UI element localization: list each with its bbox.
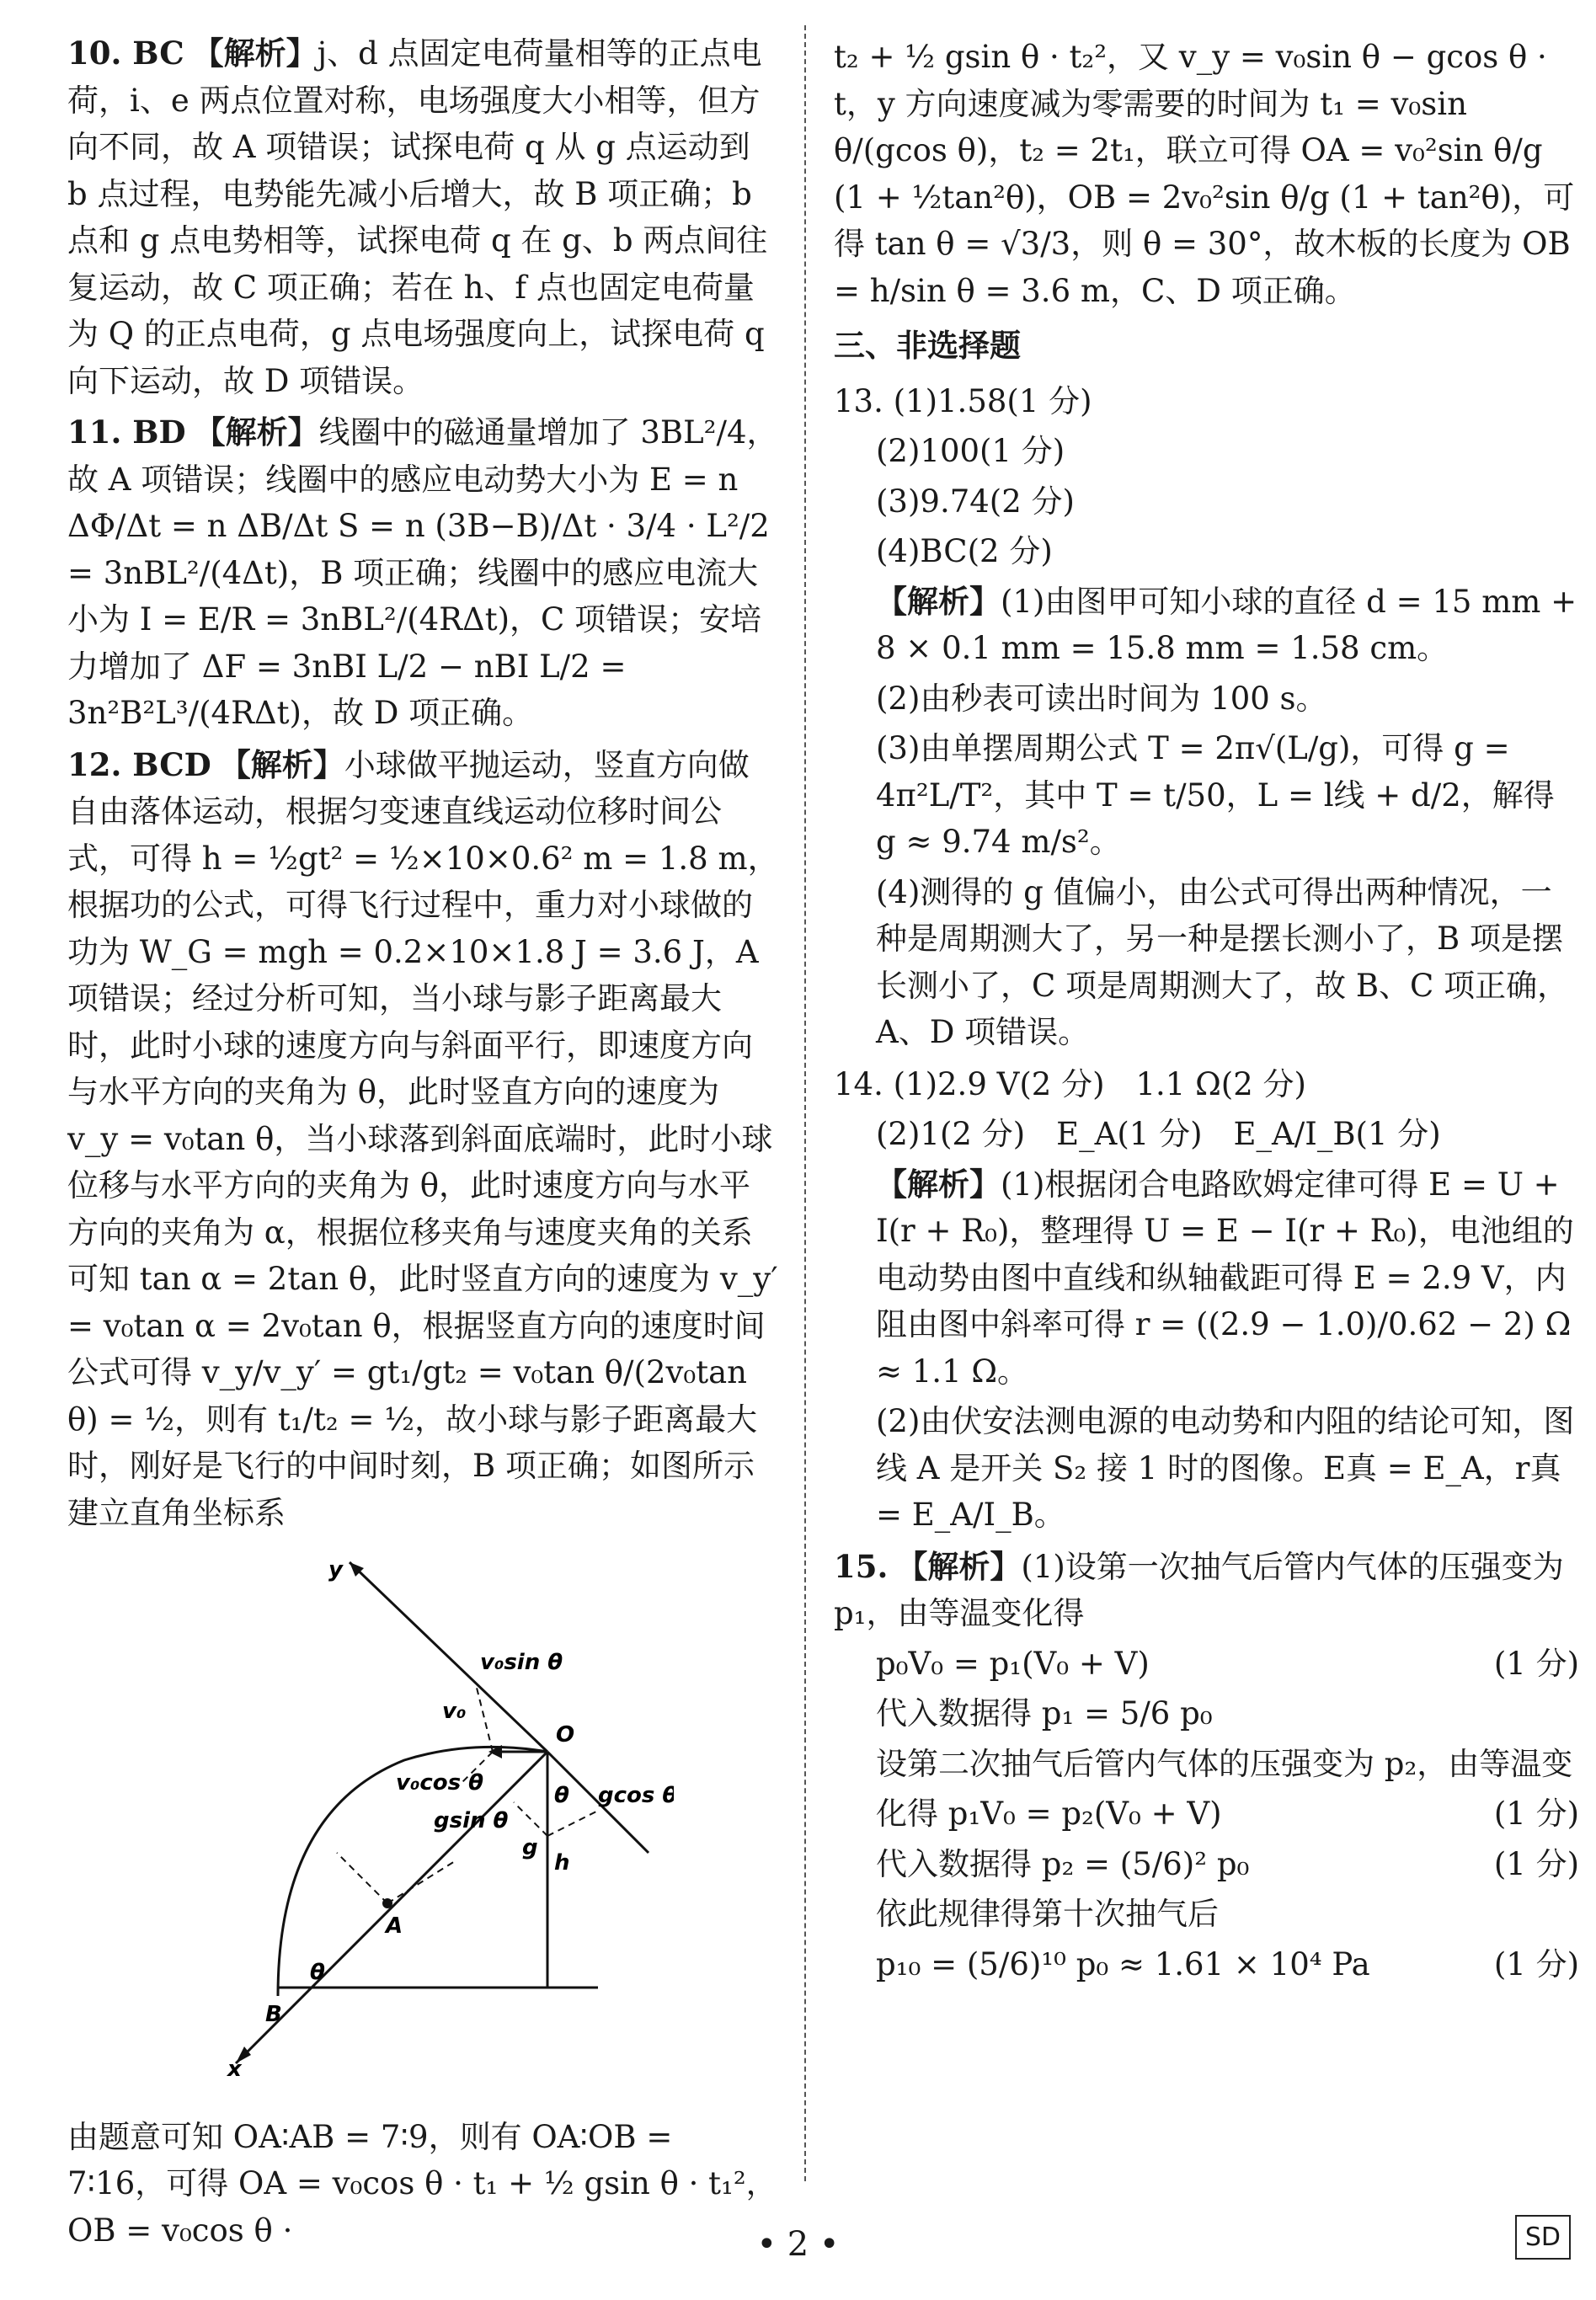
q14-answer-2: (2)1(2 分) E_A(1 分) E_A/I_B(1 分) xyxy=(876,1116,1441,1152)
q13-answer-3: (3)9.74(2 分) xyxy=(876,483,1075,520)
q13-explain-1 xyxy=(834,579,1579,672)
label-theta-bottom: θ xyxy=(310,1960,325,1985)
q15-line-2: 代入数据得 p₁ = 5/6 p₀ xyxy=(876,1695,1213,1732)
q12-text: 小球做平抛运动，竖直方向做自由落体运动，根据匀变速直线运动位移时间公式，可得 h = ½gt² = ½×10×0.6² m = 1.8 m，根据功的公式，可得飞行过程中，重力对小球做的功为 W_G = mgh = 0.2×10×1.8 J = 3.6 J，A 项错误；经过分析可知，当小球与影子距离最大时，此时小球的速度方向与斜面平行，即速度方向与水平方向的夹角为 θ，此时竖直方向的速度为 v_y = v₀tan θ，当小球落到斜面底端时，此时小球位移与水平方向的夹角为 θ，此时速度方向与水平方向的夹角为 α，根据位移夹角与速度夹角的关系可知 tan α = 2tan θ，此时竖直方向的速度为 v_y′ = v₀tan α = 2v₀tan θ，根据竖直方向的速度时间公式可得 v_y/v_y′ = gt₁/gt₂ = v₀tan θ/(2v₀tan θ) = ½，则有 t₁/t₂ = ½，故小球与影子距离最大时，刚好是飞行的中间时刻，B 项正确；如图所示建立直角坐标系 xyxy=(67,746,779,1531)
label-g: g xyxy=(522,1835,538,1860)
q13-tag: 【解析】 xyxy=(876,582,1001,620)
after-figure-text: 由题意可知 OA∶AB = 7∶9，则有 OA∶OB = 7∶16，可得 OA = v₀cos θ · t₁ + ½ gsin θ · t₁²，OB = v₀cos θ · xyxy=(67,2118,777,2249)
q12-continuation: t₂ + ½ gsin θ · t₂²，又 v_y = v₀sin θ − gcos θ · t，y 方向速度减为零需要的时间为 t₁ = v₀sin θ/(gcos θ)，t₂ = 2t₁，联立可得 OA = v₀²sin θ/g (1 + ½tan²θ)，OB = 2v₀²sin θ/g (1 + tan²θ)，可得 tan θ = √3/3，则 θ = 30°，故木板的长度为 OB = h/sin θ = 3.6 m，C、D 项正确。 xyxy=(834,39,1575,309)
q15-label: 15. xyxy=(834,1547,889,1585)
q13-answer-4: (4)BC(2 分) xyxy=(876,533,1053,569)
q15-score-2: (1 分) xyxy=(1493,1796,1579,1832)
q13-answer-1: 13. (1)1.58(1 分) xyxy=(834,382,1092,419)
label-v0: v₀ xyxy=(442,1699,467,1724)
q15-score-4: (1 分) xyxy=(1493,1945,1579,1982)
a-perp-dashed xyxy=(337,1853,387,1903)
q13-explain-1-text: (1)由图甲可知小球的直径 d = 15 mm + 8 × 0.1 mm = 15.8 mm = 1.58 cm。 xyxy=(876,583,1577,666)
q15-eq-3-row xyxy=(834,1841,1579,1888)
q14-explain-1-text: (1)根据闭合电路欧姆定律可得 E = U + I(r + R₀)，整理得 U = E − I(r + R₀)，电池组的电动势由图中直线和纵轴截距可得 E = 2.9 V，内阻由图中斜率可得 r = ((2.9 − 1.0)/0.62 − 2) Ω ≈ 1.1 Ω。 xyxy=(876,1166,1574,1390)
question-15 xyxy=(834,1544,1579,1988)
point-a xyxy=(382,1898,392,1908)
gsin-dashed xyxy=(514,1802,547,1836)
q13-explain-4: (4)测得的 g 值偏小，由公式可得出两种情况，一种是周期测大了，另一种是摆长测小了，B 项是摆长测小了，C 项是周期测大了，故 B、C 项正确，A、D 项错误。 xyxy=(876,873,1569,1050)
q14-tag: 【解析】 xyxy=(876,1165,1001,1203)
section-title: 三、非选择题 xyxy=(834,328,1021,364)
left-column xyxy=(67,30,779,2257)
label-gcos: gcos θ xyxy=(598,1783,674,1808)
label-o: O xyxy=(556,1722,575,1748)
q11-text: 线圈中的磁通量增加了 3BL²/4，故 A 项错误；线圈中的感应电动势大小为 E = n ΔΦ/Δt = n ΔB/Δt S = n (3B−B)/Δt · 3/4 · L²/2 = 3nBL²/(4Δt)，B 项正确；线圈中的感应电流大小为 I = E/R = 3nBL²/(4RΔt)，C 项错误；安培力增加了 ΔF = 3nBI L/2 − nBI L/2 = 3n²B²L³/(4RΔt)，故 D 项正确。 xyxy=(67,414,778,731)
q11-label: 11. BD xyxy=(67,414,186,451)
label-b: B xyxy=(265,2002,282,2027)
sd-badge: SD xyxy=(1515,2215,1571,2260)
label-a: A xyxy=(386,1913,403,1939)
label-x: x xyxy=(227,2057,242,2080)
column-divider xyxy=(804,25,806,2181)
question-11 xyxy=(67,409,779,737)
q10-tag: 【解析】 xyxy=(192,35,318,72)
q12-label: 12. BCD xyxy=(67,745,211,783)
q15-tag: 【解析】 xyxy=(896,1547,1022,1585)
q15-eq-4: p₁₀ = (5/6)¹⁰ p₀ ≈ 1.61 × 10⁴ Pa xyxy=(876,1945,1370,1982)
label-gsin: gsin θ xyxy=(434,1808,509,1833)
q11-tag: 【解析】 xyxy=(194,414,319,451)
label-v0sin: v₀sin θ xyxy=(480,1650,563,1675)
q15-line-3: 设第二次抽气后管内气体的压强变为 p₂，由等温变 xyxy=(876,1745,1573,1782)
q14-answer-1: 14. (1)2.9 V(2 分) 1.1 Ω(2 分) xyxy=(834,1065,1306,1102)
v0sin-dashed xyxy=(476,1684,493,1752)
q14-explain-2: (2)由伏安法测电源的电动势和内阻的结论可知，图线 A 是开关 S₂ 接 1 时的图像。E真 = E_A，r真 = E_A/I_B。 xyxy=(876,1403,1575,1533)
q15-eq-1: p₀V₀ = p₁(V₀ + V) xyxy=(876,1645,1150,1682)
q13-explain-2: (2)由秒表可读出时间为 100 s。 xyxy=(876,680,1327,717)
q15-eq-4-row xyxy=(834,1941,1579,1988)
q15-line-4: 依此规律得第十次抽气后 xyxy=(876,1896,1219,1932)
label-y: y xyxy=(328,1558,343,1582)
q10-text: j、d 点固定电荷量相等的正点电荷，i、e 两点位置对称，电场强度大小相等，但方向不同，故 A 项错误；试探电荷 q 从 g 点运动到 b 点过程，电势能先减小后增大，故 B 项正确；b 点和 g 点电势相等，试探电荷 q 在 g、b 两点间往复运动，故 C 项正确；若在 h、f 点也固定电荷量为 Q 的正点电荷，g 点电场强度向上，试探电荷 q 向下运动，故 D 项错误。 xyxy=(67,35,768,399)
q10-label: 10. BC xyxy=(67,35,184,72)
q15-score-1: (1 分) xyxy=(1493,1645,1579,1682)
q14-explain-1 xyxy=(834,1161,1579,1395)
right-column xyxy=(834,30,1579,1993)
q15-eq-1-row xyxy=(834,1641,1579,1688)
gcos-dashed xyxy=(547,1811,598,1836)
q15-eq-2: 化得 p₁V₀ = p₂(V₀ + V) xyxy=(876,1796,1222,1832)
q15-line-1: (1)设第一次抽气后管内气体的压强变为 p₁，由等温变化得 xyxy=(834,1548,1564,1631)
q15-score-3: (1 分) xyxy=(1493,1845,1579,1882)
label-theta-top: θ xyxy=(554,1783,569,1808)
question-14 xyxy=(834,1061,1579,1539)
q13-answer-2: (2)100(1 分) xyxy=(876,433,1065,469)
page-number: • 2 • xyxy=(756,2225,840,2264)
q13-explain-3: (3)由单摆周期公式 T = 2π√(L/g)，可得 g = 4π²L/T²，其中 T = t/50，L = l线 + d/2，解得 g ≈ 9.74 m/s²。 xyxy=(876,730,1555,860)
label-v0cos: v₀cos θ xyxy=(396,1770,483,1796)
label-h: h xyxy=(554,1850,570,1876)
q12-tag: 【解析】 xyxy=(219,745,344,783)
question-13 xyxy=(834,378,1579,1056)
q15-eq-3: 代入数据得 p₂ = (5/6)² p₀ xyxy=(876,1845,1250,1882)
a-perp-dashed-2 xyxy=(387,1861,455,1903)
question-10 xyxy=(67,30,779,404)
slope-line xyxy=(236,1752,547,2063)
projectile-diagram xyxy=(202,1558,674,2080)
q15-eq-2-row xyxy=(834,1790,1579,1838)
question-12 xyxy=(67,742,779,1537)
